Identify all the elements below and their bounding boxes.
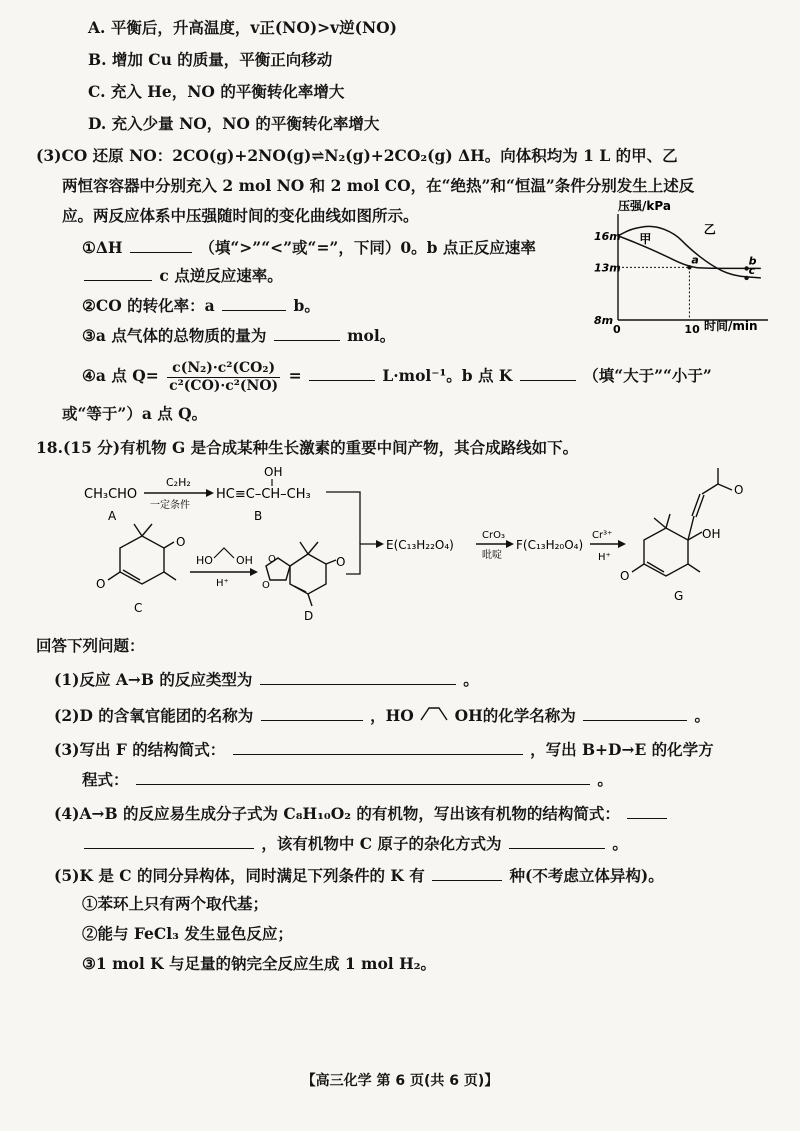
fraction-numerator: c(N₂)·c²(CO₂) (167, 360, 280, 378)
sub2-line (82, 294, 320, 316)
answer-blank[interactable] (261, 704, 363, 721)
compound-b: HC≡C–CH–CH₃ (216, 487, 311, 502)
equals-sign: = (288, 366, 302, 385)
sub3-text: mol。 (347, 326, 396, 345)
option-c: C. 充入 He，NO 的平衡转化率增大 (88, 82, 345, 101)
part3-line3: 应。两反应体系中压强随时间的变化曲线如图所示。 (62, 206, 419, 225)
arrow-head (618, 540, 626, 548)
pressure-time-chart (578, 196, 774, 336)
x-tick-label: 10 (684, 323, 700, 336)
q18-heading: 18.(15 分)有机物 G 是合成某种生长激素的重要中间产物，其合成路线如下。 (36, 438, 579, 457)
q-fraction (167, 360, 280, 395)
page-footer: 【高三化学 第 6 页(共 6 页)】 (301, 1073, 499, 1089)
part4-text2: ，该有机物中 C 原子的杂化方式为 (261, 834, 502, 853)
q18-part4-line2 (82, 832, 628, 854)
compound-d-label: D (304, 609, 314, 623)
part2-text: (2)D 的含氧官能团的名称为 (54, 706, 254, 725)
y-tick-label: 16m (594, 229, 621, 243)
option-a: A. 平衡后，升高温度，v正(NO)>v逆(NO) (88, 18, 397, 37)
compound-g-structure (632, 468, 732, 576)
reagent-c2h2: C₂H₂ (166, 476, 191, 489)
part1-text: (1)反应 A→B 的反应类型为 (54, 670, 253, 689)
q18-part3-line2 (82, 768, 613, 790)
sub1-line2 (82, 264, 283, 286)
condition-2: ②能与 FeCl₃ 发生显色反应； (82, 924, 293, 943)
diol-ho: HO (196, 554, 213, 567)
reagent-h-plus: H⁺ (598, 552, 611, 563)
sub2-label: ②CO 的转化率：a (82, 296, 215, 315)
g-hydroxyl: OH (702, 527, 721, 541)
diol-chain-icon (419, 704, 449, 722)
q18-part4 (54, 802, 669, 824)
diol-chain (214, 548, 234, 558)
y-axis-label: 压强/kPa (618, 199, 671, 213)
compound-f: F(C₁₃H₂₀O₄) (516, 538, 584, 552)
point-label-b: b (748, 254, 757, 268)
sub4-line2: 或“等于”）a 点 Q。 (62, 404, 208, 423)
answer-blank[interactable] (274, 324, 340, 341)
q18-part1 (54, 668, 479, 690)
part3-text3: 程式： (82, 770, 129, 789)
part2-end: 。 (694, 706, 711, 725)
answer-blank[interactable] (233, 738, 523, 755)
part2-diol-ho: ，HO (370, 706, 414, 725)
carbonyl-o: O (96, 577, 106, 591)
sub3-line (82, 324, 395, 346)
sub4-line (82, 358, 712, 395)
sub4-text: L·mol⁻¹。b 点 K (382, 366, 513, 385)
answer-blank[interactable] (520, 364, 576, 381)
compound-d-structure (266, 542, 336, 606)
answer-blank[interactable] (432, 864, 502, 881)
q18-part2 (54, 704, 710, 726)
answer-blank[interactable] (509, 832, 605, 849)
y-tick-label: 8m (594, 314, 614, 327)
reagent-cr: Cr³⁺ (592, 530, 613, 541)
connector-d (346, 544, 376, 574)
x-axis-label: 时间/min (704, 319, 758, 333)
compound-b-oh: OH (264, 465, 283, 479)
condition-1: ①苯环上只有两个取代基； (82, 894, 269, 913)
sub4-label: ④a 点 Q= (82, 366, 159, 385)
synthesis-scheme (78, 462, 798, 632)
part3-line2: 两恒容容器中分别充入 2 mol NO 和 2 mol CO，在“绝热”和“恒温”条件分别发生上述反 (62, 176, 695, 195)
sub1-text2: c 点逆反应速率。 (159, 266, 283, 285)
connector-b (326, 492, 360, 544)
reagent-pyridine: 吡啶 (482, 550, 502, 561)
sub1-label: ①ΔH (82, 238, 123, 257)
arrow-head (206, 489, 214, 497)
answer-blank[interactable] (309, 364, 375, 381)
carbonyl-o: O (734, 483, 744, 497)
part4-text: (4)A→B 的反应易生成分子式为 C₈H₁₀O₂ 的有机物，写出该有机物的结构简式： (54, 804, 620, 823)
ketal-o: O (262, 580, 270, 591)
y-tick-label: 13m (594, 261, 621, 275)
answer-blank[interactable] (136, 768, 590, 785)
compound-b-label: B (254, 509, 263, 523)
x-tick-label: 0 (613, 323, 621, 336)
compound-e: E(C₁₃H₂₂O₄) (386, 538, 454, 552)
compound-a: CH₃CHO (84, 487, 138, 502)
answer-blank[interactable] (222, 294, 286, 311)
part3-line1: (3)CO 还原 NO：2CO(g)+2NO(g)⇌N₂(g)+2CO₂(g) ΔH。向体积均为 1 L 的甲、乙 (36, 146, 678, 165)
arrow-head (376, 540, 384, 548)
part5-text: (5)K 是 C 的同分异构体，同时满足下列条件的 K 有 (54, 866, 425, 885)
part2-text2: OH的化学名称为 (454, 706, 576, 725)
answer-heading: 回答下列问题： (36, 636, 145, 655)
q18-part3 (54, 738, 714, 760)
acid-catalyst: H⁺ (216, 578, 229, 589)
series-label: 乙 (703, 222, 716, 237)
part1-end: 。 (463, 670, 479, 689)
sub3-label: ③a 点气体的总物质的量为 (82, 326, 267, 345)
point-label-a: a (691, 253, 699, 267)
answer-blank[interactable] (84, 832, 254, 849)
part5-text2: 种(不考虑立体异构)。 (509, 866, 664, 885)
answer-blank[interactable] (260, 668, 456, 685)
condition-3: ③1 mol K 与足量的钠完全反应生成 1 mol H₂。 (82, 954, 437, 973)
answer-blank[interactable] (130, 236, 192, 253)
compound-c-label: C (134, 601, 143, 615)
arrow-head (250, 568, 258, 576)
compound-a-label: A (108, 509, 117, 523)
option-b: B. 增加 Cu 的质量，平衡正向移动 (88, 50, 333, 69)
part3-end: 。 (597, 770, 613, 789)
arrow-head (506, 540, 514, 548)
answer-blank[interactable] (627, 802, 667, 819)
diol-oh: OH (236, 554, 253, 567)
option-d: D. 充入少量 NO，NO 的平衡转化率增大 (88, 114, 380, 133)
answer-blank[interactable] (84, 264, 152, 281)
part3-text2: ，写出 B+D→E 的化学方 (530, 740, 714, 759)
fraction-denominator: c²(CO)·c²(NO) (169, 377, 279, 394)
compound-g-label: G (674, 589, 684, 603)
sub2-text: b。 (293, 296, 320, 315)
compound-c-structure (108, 524, 176, 584)
part3-text: (3)写出 F 的结构简式： (54, 740, 226, 759)
ketal-o: O (268, 554, 276, 565)
sub1-text: （填“>”“<”或“=”，下同）0。b 点正反应速率 (199, 238, 536, 257)
sub4-text2: （填“大于”“小于” (583, 366, 712, 385)
part4-end: 。 (612, 834, 628, 853)
answer-blank[interactable] (583, 704, 687, 721)
carbonyl-o: O (176, 535, 186, 549)
carbonyl-o: O (336, 555, 346, 569)
sub1-line (82, 236, 536, 258)
q18-part5 (54, 864, 664, 886)
series-label: 甲 (639, 232, 652, 247)
reagent-condition: 一定条件 (150, 500, 190, 511)
reagent-cro3: CrO₃ (482, 530, 505, 541)
carbonyl-o: O (620, 569, 630, 583)
point-label-c: c (748, 263, 756, 277)
